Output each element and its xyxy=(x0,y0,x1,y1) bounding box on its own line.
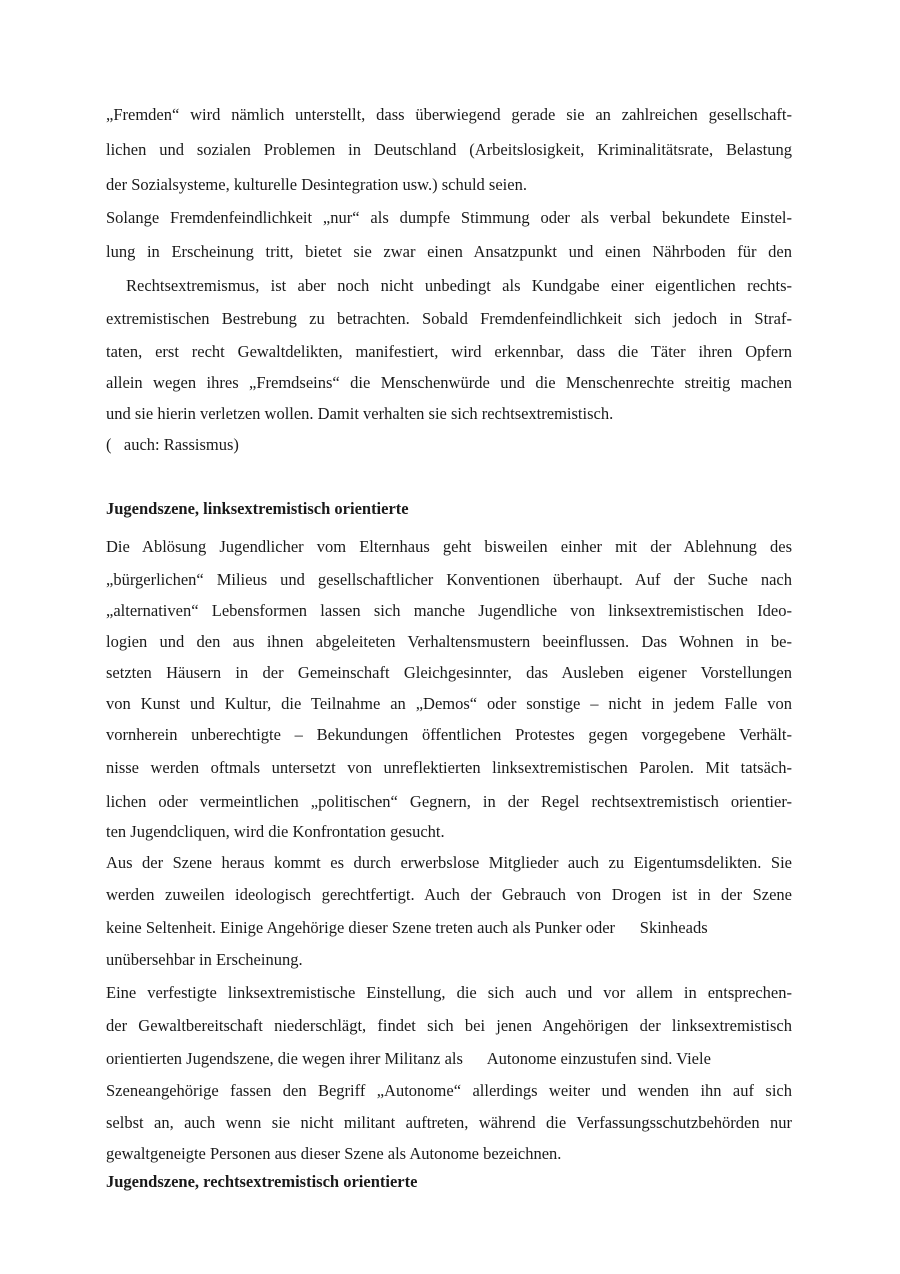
text-line: Rechtsextremismus, ist aber noch nicht unbedingt als Kundgabe einer eigentlichen rechts- xyxy=(126,276,792,295)
text-line: unübersehbar in Erscheinung. xyxy=(106,950,303,969)
text-line: und sie hierin verletzen wollen. Damit verhalten sie sich rechtsextremistisch. xyxy=(106,404,614,423)
text-line: orientierten Jugendszene, die wegen ihrer Militanz als Autonome einzustufen sind. Viele xyxy=(106,1049,711,1068)
text-line: Eine verfestigte linksextremistische Einstellung, die sich auch und vor allem in entsprechen- xyxy=(106,983,792,1002)
text-line: vornherein unberechtigte – Bekundungen öffentlichen Protestes gegen vorgegebene Verhält- xyxy=(106,725,792,744)
text-line: gewaltgeneigte Personen aus dieser Szene als Autonome bezeichnen. xyxy=(106,1144,562,1163)
section-heading: Jugendszene, rechtsextremistisch orientierte xyxy=(106,1172,418,1191)
text-line: Aus der Szene heraus kommt es durch erwerbslose Mitglieder auch zu Eigentumsdelikten. Sie xyxy=(106,853,792,872)
text-line: Szeneangehörige fassen den Begriff „Autonome“ allerdings weiter und wenden ihn auf sich xyxy=(106,1081,792,1100)
text-line: der Gewaltbereitschaft niederschlägt, findet sich bei jenen Angehörigen der linksextremistisch xyxy=(106,1016,792,1035)
text-line: lung in Erscheinung tritt, bietet sie zwar einen Ansatzpunkt und einen Nährboden für den xyxy=(106,242,792,261)
text-line: „Fremden“ wird nämlich unterstellt, dass überwiegend gerade sie an zahlreichen gesellschaft- xyxy=(106,105,792,124)
text-line: logien und den aus ihnen abgeleiteten Verhaltensmustern beeinflussen. Das Wohnen in be- xyxy=(106,632,792,651)
text-line: ten Jugendcliquen, wird die Konfrontation gesucht. xyxy=(106,822,445,841)
text-line: Solange Fremdenfeindlichkeit „nur“ als dumpfe Stimmung oder als verbal bekundete Einstel- xyxy=(106,208,792,227)
text-line: von Kunst und Kultur, die Teilnahme an „Demos“ oder sonstige – nicht in jedem Falle von xyxy=(106,694,792,713)
text-line: nisse werden oftmals untersetzt von unreflektierten linksextremistischen Parolen. Mit tatsäch- xyxy=(106,758,792,777)
section-heading: Jugendszene, linksextremistisch orientierte xyxy=(106,499,409,518)
text-line: setzten Häusern in der Gemeinschaft Gleichgesinnter, das Ausleben eigener Vorstellungen xyxy=(106,663,792,682)
text-line: extremistischen Bestrebung zu betrachten. Sobald Fremdenfeindlichkeit sich jedoch in Straf- xyxy=(106,309,792,328)
text-line: Die Ablösung Jugendlicher vom Elternhaus geht bisweilen einher mit der Ablehnung des xyxy=(106,537,792,556)
text-line: allein wegen ihres „Fremdseins“ die Menschenwürde und die Menschenrechte streitig machen xyxy=(106,373,792,392)
cross-reference: ( auch: Rassismus) xyxy=(106,435,239,454)
text-line: taten, erst recht Gewaltdelikten, manifestiert, wird erkennbar, dass die Täter ihren Opfern xyxy=(106,342,792,361)
text-line: der Sozialsysteme, kulturelle Desintegration usw.) schuld seien. xyxy=(106,175,527,194)
text-line: werden zuweilen ideologisch gerechtfertigt. Auch der Gebrauch von Drogen ist in der Szene xyxy=(106,885,792,904)
text-line: „alternativen“ Lebensformen lassen sich manche Jugendliche von linksextremistischen Ideo- xyxy=(106,601,792,620)
text-line: selbst an, auch wenn sie nicht militant auftreten, während die Verfassungsschutzbehörden nur xyxy=(106,1113,792,1132)
text-line: keine Seltenheit. Einige Angehörige dieser Szene treten auch als Punker oder Skinheads xyxy=(106,918,708,937)
text-line: lichen und sozialen Problemen in Deutschland (Arbeitslosigkeit, Kriminalitätsrate, Belastung xyxy=(106,140,792,159)
text-line: lichen oder vermeintlichen „politischen“ Gegnern, in der Regel rechtsextremistisch orientier- xyxy=(106,792,792,811)
text-line: „bürgerlichen“ Milieus und gesellschaftlicher Konventionen überhaupt. Auf der Suche nach xyxy=(106,570,792,589)
